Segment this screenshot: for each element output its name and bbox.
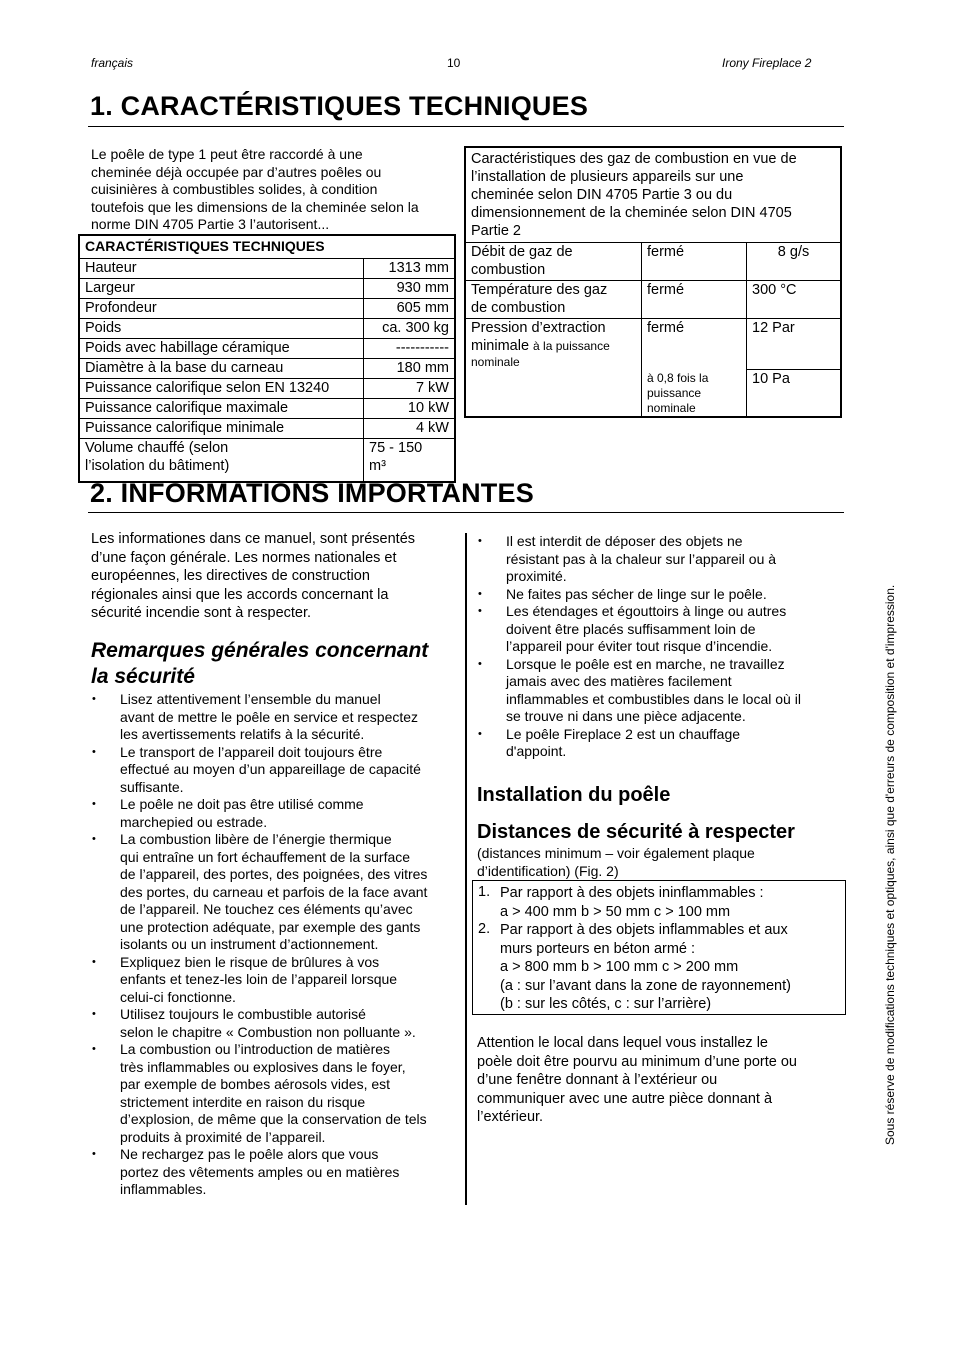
distance-item-number: 2. <box>478 921 491 937</box>
safety-heading-line: Remarques générales concernant <box>91 639 429 662</box>
distance-heading: Distances de sécurité à respecter <box>477 821 795 843</box>
table-row <box>79 299 455 319</box>
spec-value: 930 mm <box>364 279 456 299</box>
intro-line: Les informationes dans ce manuel, sont présentés <box>91 531 416 547</box>
spec-label: Puissance calorifique minimale <box>79 419 364 439</box>
list-item <box>120 796 465 831</box>
list-item-line: proximité. <box>506 568 567 584</box>
gas-row-value: 300 °C <box>747 281 842 319</box>
list-item-line: • Il est interdit de déposer des objets ne <box>506 533 743 549</box>
list-item-line: portez des vêtements amples ou en matières <box>120 1163 400 1180</box>
distance-item-number: 1. <box>478 884 491 900</box>
list-item-line: très inflammables ou explosives dans le foyer, <box>120 1058 406 1075</box>
spec-value: 180 mm <box>364 359 456 379</box>
table-row <box>465 243 841 281</box>
intro-line: régionales ainsi que les accords concernant la <box>91 586 389 603</box>
list-item-line: • Le poêle ne doit pas être utilisé comme <box>120 796 364 812</box>
safety-list-left <box>120 691 465 1199</box>
pressure-value: 12 Par <box>747 319 842 370</box>
table-row <box>79 259 455 279</box>
table-row <box>79 279 455 299</box>
list-item-line: avant de mettre le poêle en service et respectez <box>120 708 419 725</box>
list-item-line: • La combustion libère de l’énergie thermique <box>120 831 392 847</box>
pressure-label-line: Pression d’extraction <box>471 320 606 336</box>
list-item-line: enfants et tenez-les loin de l’appareil lorsque <box>120 971 398 987</box>
intro-line: cheminée déjà occupée par d’autres poêles ou <box>91 163 382 180</box>
list-item-line: de l’appareil, des portes, des poignées, des vitres <box>120 866 428 882</box>
spec-value: 4 kW <box>364 419 456 439</box>
table-row <box>79 339 455 359</box>
attention-line: Attention le local dans lequel vous installez le <box>477 1035 768 1051</box>
gas-title-line: Partie 2 <box>471 223 521 239</box>
attention-line: communiquer avec une autre pièce donnant à <box>477 1090 773 1107</box>
list-item-line: • Le transport de l’appareil doit toujours être <box>120 743 383 760</box>
spec-value: ----------- <box>364 339 456 359</box>
specs-table <box>78 234 456 483</box>
gas-row-label <box>465 281 642 319</box>
list-item-line: par exemple de bombes aérosols vides, est <box>120 1076 391 1092</box>
table-row <box>79 359 455 379</box>
spec-label: Diamètre à la base du carneau <box>79 359 364 379</box>
table-row <box>79 399 455 419</box>
attention-line: l’extérieur. <box>477 1109 544 1125</box>
list-item-line: inflammables et combustibles dans le local où il <box>506 690 801 707</box>
spec-value: 7 kW <box>364 379 456 399</box>
list-item-line: produits à proximité de l’appareil. <box>120 1128 326 1145</box>
list-item-line: effectué au moyen d’un appareillage de capacité <box>120 761 421 777</box>
spec-label: Hauteur <box>79 259 364 279</box>
gas-title-line: Caractéristiques des gaz de combustion en vue de <box>471 151 797 167</box>
volume-value-line: 75 - 150 <box>369 440 423 456</box>
pressure-sub-label <box>642 369 747 417</box>
list-item-line: d'appoint. <box>506 743 567 759</box>
gas-table <box>464 146 842 418</box>
list-item-line: • La combustion ou l’introduction de matières <box>120 1041 391 1057</box>
spec-value: ca. 300 kg <box>364 319 456 339</box>
gas-row-value: 8 g/s <box>747 243 842 281</box>
list-item-line: • Lorsque le poêle est en marche, ne travaillez <box>506 655 785 672</box>
list-item-line: • Ne rechargez pas le poêle alors que vous <box>120 1146 379 1162</box>
list-item <box>120 691 465 744</box>
list-item-line: des portes, du carneau et parfois de la face avant <box>120 883 428 900</box>
list-item <box>120 954 465 1007</box>
header-product: Irony Fireplace 2 <box>722 56 812 70</box>
pressure-label <box>465 319 642 418</box>
list-item-line: selon le chapitre « Combustion non polluante ». <box>120 1023 416 1040</box>
pressure-sub-line: nominale <box>647 401 696 415</box>
install-heading: Installation du poêle <box>477 784 671 806</box>
section-2-rule <box>88 512 844 513</box>
list-item-line: • Expliquez bien le risque de brûlures à vos <box>120 953 380 970</box>
table-row <box>79 235 455 259</box>
pressure-sub-line: à 0,8 fois la <box>647 371 709 385</box>
list-item-line: marchepied ou estrade. <box>120 813 268 830</box>
spec-label: Puissance calorifique selon EN 13240 <box>79 379 364 399</box>
gas-row-label-line: combustion <box>471 262 546 278</box>
list-item-line: qui entraîne un fort échauffement de la surface <box>120 848 411 865</box>
gas-row-state: fermé <box>642 243 747 281</box>
volume-label-line: l’isolation du bâtiment) <box>85 458 230 474</box>
list-item-line: isolants ou un instrument d’actionnement. <box>120 936 379 952</box>
list-item-line: strictement interdite en raison du risque <box>120 1093 366 1110</box>
list-item <box>506 656 851 726</box>
spec-label: Largeur <box>79 279 364 299</box>
distance-box <box>472 880 846 1015</box>
attention-line: poèle doit être pourvu au minimum d’une porte ou <box>477 1053 797 1070</box>
gas-row-label <box>465 243 642 281</box>
spec-value: 1313 mm <box>364 259 456 279</box>
gas-title-line: cheminée selon DIN 4705 Partie 3 ou du <box>471 187 733 203</box>
section-2-intro <box>91 530 461 623</box>
list-item-line: suffisante. <box>120 778 184 795</box>
list-item <box>120 1146 465 1199</box>
list-item-line: • Ne faites pas sécher de linge sur le poêle. <box>506 585 767 602</box>
list-item-line: inflammables. <box>120 1181 207 1197</box>
spec-label: Puissance calorifique maximale <box>79 399 364 419</box>
safety-heading <box>91 638 428 690</box>
list-item <box>120 831 465 954</box>
section-2-title: 2. INFORMATIONS IMPORTANTES <box>90 478 534 508</box>
list-item-line: • Les étendages et égouttoirs à linge ou autres <box>506 603 787 619</box>
gas-title-line: dimensionnement de la cheminée selon DIN 4705 <box>471 205 792 221</box>
list-item <box>506 726 851 761</box>
spec-label: Profondeur <box>79 299 364 319</box>
column-divider <box>465 533 467 1205</box>
intro-line: Le poêle de type 1 peut être raccordé à une <box>91 146 363 162</box>
distance-line: a > 400 mm b > 50 mm c > 100 mm <box>500 903 731 920</box>
list-item-line: doivent être placés suffisamment loin de <box>506 620 756 637</box>
pressure-state: fermé <box>642 319 747 370</box>
pressure-small-text: à la puissance <box>533 339 610 353</box>
intro-line: toutefois que les dimensions de la cheminée selon la <box>91 198 419 215</box>
table-row <box>465 147 841 243</box>
gas-title-line: l’installation de plusieurs appareils sur une <box>471 169 744 185</box>
page-number: 10 <box>447 56 461 70</box>
list-item <box>120 1006 465 1041</box>
gas-row-state: fermé <box>642 281 747 319</box>
header-language: français <box>91 56 134 70</box>
safety-list-right <box>506 533 851 761</box>
list-item <box>506 533 851 586</box>
safety-heading-line: la sécurité <box>91 665 195 688</box>
list-item <box>506 603 851 656</box>
spec-label: Poids <box>79 319 364 339</box>
list-item-line: • Utilisez toujours le combustible autorisé <box>120 1006 366 1022</box>
pressure-label-line: minimale <box>471 338 530 354</box>
volume-label-line: Volume chauffé (selon <box>85 440 229 456</box>
attention-note <box>477 1034 847 1127</box>
gas-row-label-line: Température des gaz <box>471 282 608 298</box>
list-item <box>120 1041 465 1146</box>
list-item-line: les avertissements relatifs à la sécurité. <box>120 726 365 742</box>
distance-line: a > 800 mm b > 100 mm c > 200 mm <box>500 959 739 975</box>
table-row <box>79 379 455 399</box>
table-row <box>79 419 455 439</box>
attention-line: d’une fenêtre donnant à l’extérieur ou <box>477 1072 718 1088</box>
section-1-title: 1. CARACTÉRISTIQUES TECHNIQUES <box>90 91 589 121</box>
distance-line: (a : sur l’avant dans la zone de rayonnement) <box>500 977 791 994</box>
spec-label: Poids avec habillage céramique <box>79 339 364 359</box>
section-1-rule <box>88 126 844 127</box>
intro-line: d’une façon générale. Les normes nationales et <box>91 549 397 566</box>
distance-line: Par rapport à des objets inflammables et aux <box>500 922 788 938</box>
spec-value: 605 mm <box>364 299 456 319</box>
volume-value <box>364 439 456 483</box>
intro-line: norme DIN 4705 Partie 3 l’autorisent... <box>91 216 330 232</box>
distance-note <box>477 845 755 880</box>
section-1-intro <box>91 146 461 234</box>
intro-line: sécurité incendie sont à respecter. <box>91 605 312 621</box>
distance-item <box>500 921 791 1014</box>
list-item-line: • Le poêle Fireplace 2 est un chauffage <box>506 725 741 742</box>
distance-line: (b : sur les côtés, c : sur l’arrière) <box>500 996 712 1012</box>
list-item-line: résistant pas à la chaleur sur l’appareil ou à <box>506 550 777 567</box>
table-row <box>79 439 455 483</box>
distance-line: murs porteurs en béton armé : <box>500 940 696 957</box>
volume-value-line: m³ <box>369 458 386 474</box>
list-item-line: de l’appareil. Ne touchez ces éléments qu’avec <box>120 901 413 917</box>
list-item <box>120 744 465 797</box>
list-item-line: jamais avec des matières facilement <box>506 673 732 689</box>
pressure-sub-line: puissance <box>647 386 702 400</box>
list-item-line: se trouve ni dans une pièce adjacente. <box>506 708 746 724</box>
gas-table-title <box>465 147 841 243</box>
side-note: Sous réserve de modifications techniques et optiques, ainsi que d'erreurs de composition et d'impression. <box>883 584 897 1145</box>
gas-row-label-line: Débit de gaz de <box>471 244 573 260</box>
list-item-line: une protection adéquate, par exemple des gants <box>120 918 421 935</box>
list-item-line: d’explosion, de même que la conservation de tels <box>120 1111 427 1127</box>
list-item-line: l’appareil pour éviter tout risque d’incendie. <box>506 638 773 654</box>
distance-note-line: d’identification) (Fig. 2) <box>477 862 619 879</box>
specs-table-title: CARACTÉRISTIQUES TECHNIQUES <box>79 235 455 259</box>
table-row <box>79 319 455 339</box>
distance-note-line: (distances minimum – voir également plaque <box>477 845 755 861</box>
pressure-sub-value: 10 Pa <box>747 369 842 417</box>
table-row <box>465 319 841 370</box>
list-item-line: • Lisez attentivement l’ensemble du manuel <box>120 691 381 707</box>
table-row <box>465 281 841 319</box>
distance-item <box>500 884 764 921</box>
volume-label <box>79 439 364 483</box>
intro-line: cuisinières à combustibles solides, à condition <box>91 181 378 197</box>
distance-line: Par rapport à des objets ininflammables : <box>500 885 764 901</box>
spec-value: 10 kW <box>364 399 456 419</box>
pressure-small-text: nominale <box>471 355 520 369</box>
intro-line: européennes, les directives de construction <box>91 568 370 584</box>
list-item-line: celui-ci fonctionne. <box>120 988 236 1005</box>
gas-row-label-line: de combustion <box>471 300 566 316</box>
list-item <box>506 586 851 604</box>
